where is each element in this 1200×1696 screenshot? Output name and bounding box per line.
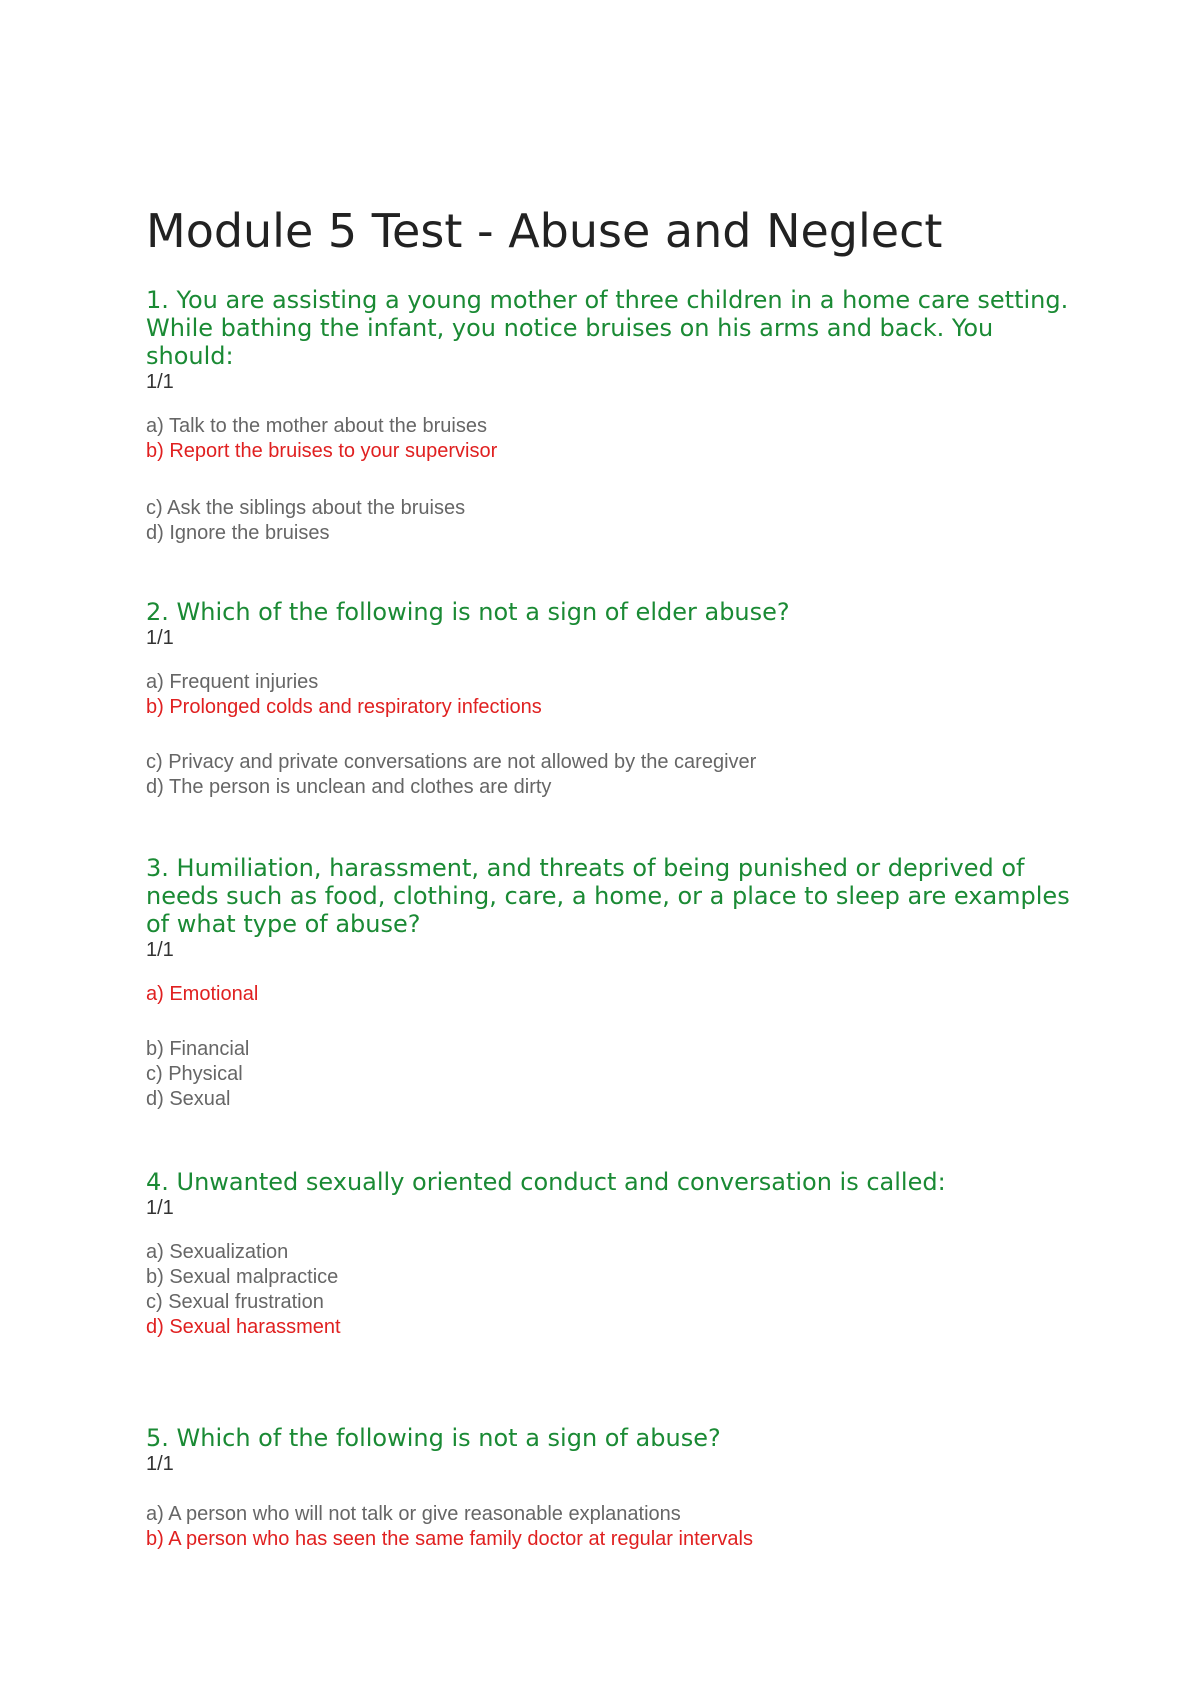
page-title: Module 5 Test - Abuse and Neglect [146, 204, 943, 258]
question-text: 5. Which of the following is not a sign of abuse? [146, 1424, 721, 1452]
question-block-2 [146, 598, 1106, 800]
answer-option: d) The person is unclean and clothes are dirty [146, 776, 552, 798]
answer-option: a) Talk to the mother about the bruises [146, 415, 487, 437]
answer-option: a) A person who will not talk or give reasonable explanations [146, 1503, 681, 1525]
answer-option: a) Frequent injuries [146, 671, 319, 693]
answer-option-correct: d) Sexual harassment [146, 1316, 341, 1338]
question-block-1 [146, 286, 1106, 546]
question-text: 3. Humiliation, harassment, and threats of being punished or deprived of needs such as food, clothing, care, a home, or a place to sleep are examples of what type of abuse? [146, 854, 1070, 938]
answer-option: c) Sexual frustration [146, 1291, 324, 1313]
answer-option: c) Privacy and private conversations are not allowed by the caregiver [146, 751, 757, 773]
answer-option-correct: b) A person who has seen the same family doctor at regular intervals [146, 1528, 753, 1550]
answer-option: c) Ask the siblings about the bruises [146, 497, 466, 519]
question-score: 1/1 [146, 939, 174, 961]
answer-option: c) Physical [146, 1063, 243, 1085]
answer-option: d) Ignore the bruises [146, 522, 330, 544]
question-block-4 [146, 1168, 1106, 1340]
question-block-5 [146, 1424, 1106, 1552]
answer-option: d) Sexual [146, 1088, 231, 1110]
question-score: 1/1 [146, 371, 174, 393]
answer-option-correct: b) Prolonged colds and respiratory infections [146, 696, 542, 718]
question-text: 2. Which of the following is not a sign of elder abuse? [146, 598, 790, 626]
answer-option-correct: b) Report the bruises to your supervisor [146, 440, 498, 462]
question-score: 1/1 [146, 1453, 174, 1475]
question-text: 4. Unwanted sexually oriented conduct and conversation is called: [146, 1168, 946, 1196]
answer-option: a) Sexualization [146, 1241, 289, 1263]
question-score: 1/1 [146, 627, 174, 649]
question-block-3 [146, 854, 1106, 1112]
answer-option-correct: a) Emotional [146, 983, 259, 1005]
answer-option: b) Financial [146, 1038, 250, 1060]
question-score: 1/1 [146, 1197, 174, 1219]
question-text: 1. You are assisting a young mother of three children in a home care setting. While bathing the infant, you notice bruises on his arms and back. You should: [146, 286, 1069, 370]
answer-option: b) Sexual malpractice [146, 1266, 339, 1288]
